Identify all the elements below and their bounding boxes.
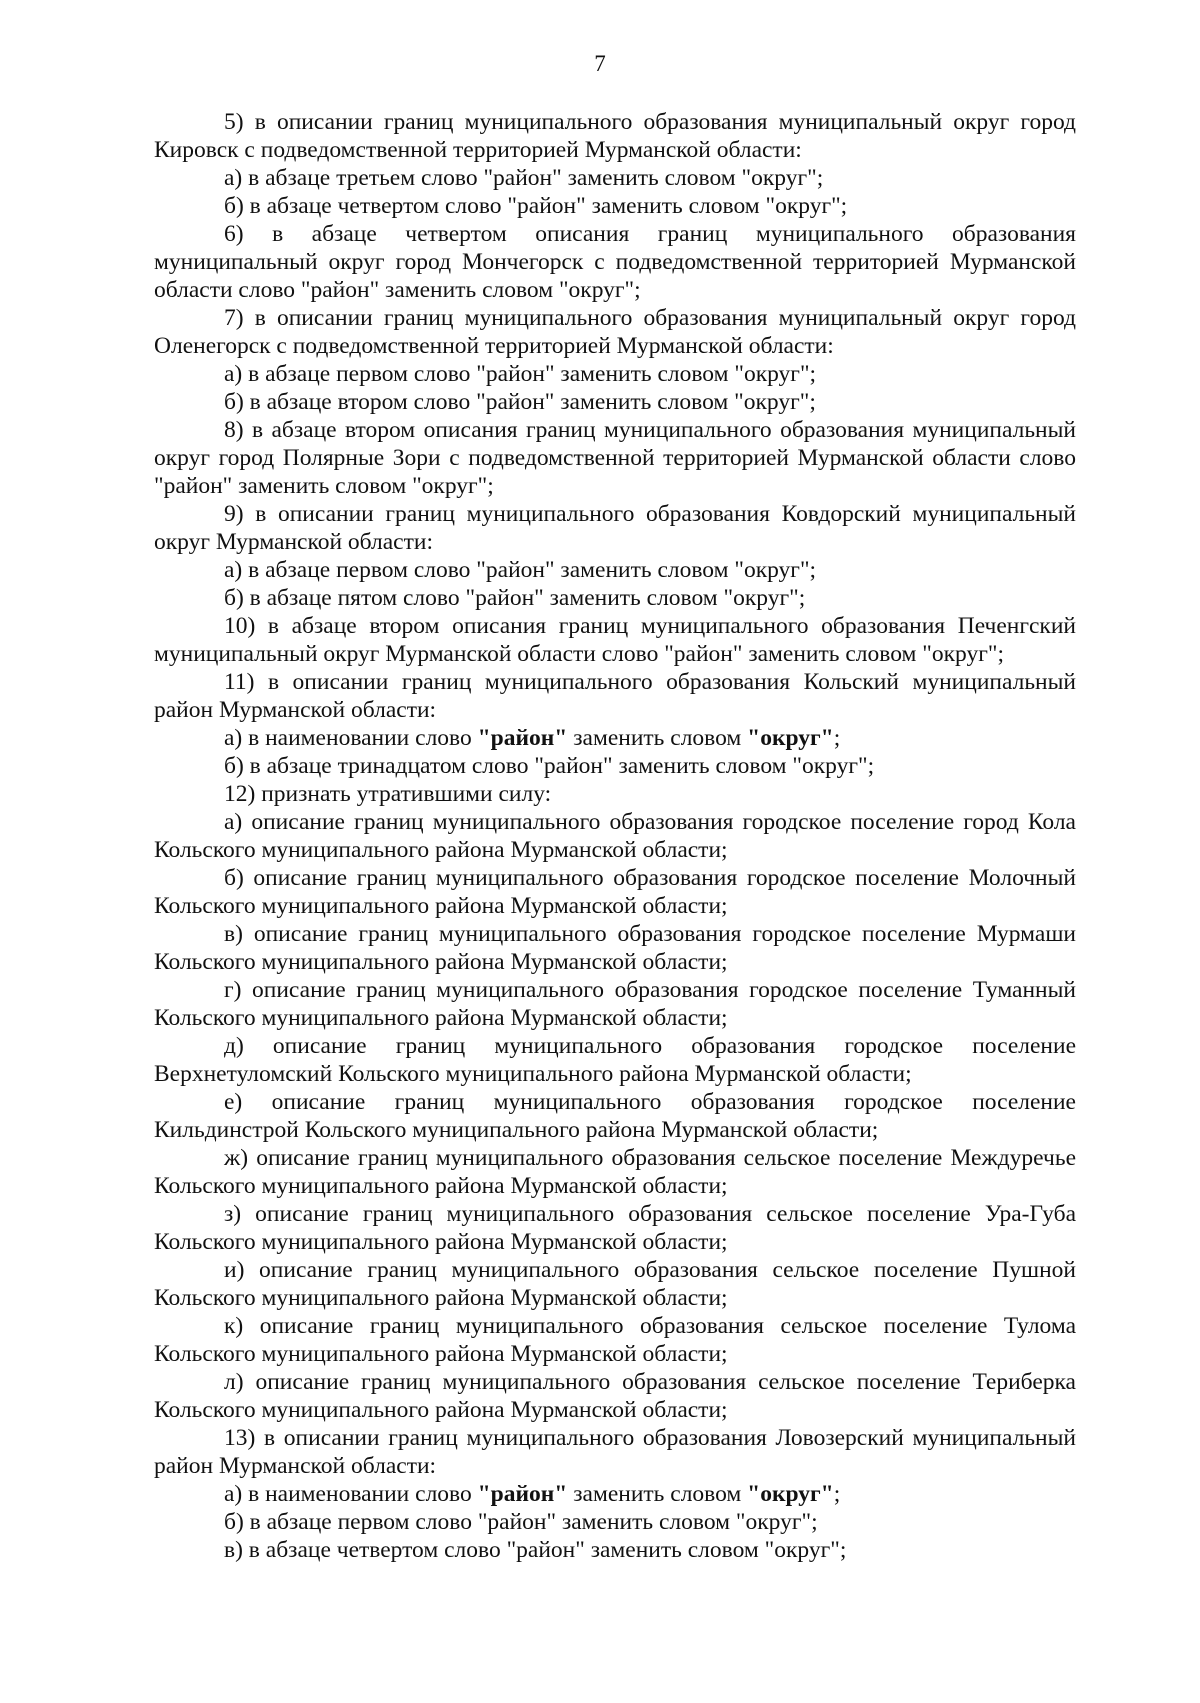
paragraph: 7) в описании границ муниципального образования муниципальный округ город Оленегорск с подведомственной территорией Мурманской области: bbox=[154, 305, 1076, 359]
text-segment: а) в наименовании слово bbox=[224, 1481, 478, 1507]
paragraph: б) в абзаце втором слово "район" заменить словом "округ"; bbox=[224, 389, 816, 415]
document-body bbox=[154, 108, 1076, 1564]
paragraph: 12) признать утратившими силу: bbox=[224, 781, 552, 807]
paragraph: в) описание границ муниципального образования городское поселение Мурмаши Кольского муниципального района Мурманской области; bbox=[154, 921, 1076, 975]
paragraph: б) в абзаце первом слово "район" заменить словом "округ"; bbox=[224, 1509, 818, 1535]
page-number: 7 bbox=[594, 51, 606, 76]
paragraph: б) описание границ муниципального образования городское поселение Молочный Кольского муниципального района Мурманской области; bbox=[154, 865, 1076, 919]
paragraph: б) в абзаце пятом слово "район" заменить словом "округ"; bbox=[224, 585, 806, 611]
paragraph: а) описание границ муниципального образования городское поселение город Кола Кольского муниципального района Мурманской области; bbox=[154, 809, 1076, 863]
paragraph: а) в абзаце первом слово "район" заменить словом "округ"; bbox=[224, 557, 817, 583]
text-segment: заменить словом bbox=[567, 1481, 748, 1507]
paragraph: 5) в описании границ муниципального образования муниципальный округ город Кировск с подведомственной территорией Мурманской области: bbox=[154, 109, 1076, 163]
paragraph: ж) описание границ муниципального образования сельское поселение Междуречье Кольского муниципального района Мурманской области; bbox=[154, 1145, 1076, 1199]
paragraph: 13) в описании границ муниципального образования Ловозерский муниципальный район Мурманской области: bbox=[154, 1425, 1076, 1479]
paragraph: з) описание границ муниципального образования сельское поселение Ура-Губа Кольского муниципального района Мурманской области; bbox=[154, 1201, 1076, 1255]
paragraph: л) описание границ муниципального образования сельское поселение Териберка Кольского муниципального района Мурманской области; bbox=[154, 1369, 1076, 1423]
text-segment: заменить словом bbox=[567, 725, 748, 751]
paragraph: б) в абзаце тринадцатом слово "район" заменить словом "округ"; bbox=[224, 753, 875, 779]
paragraph: и) описание границ муниципального образования сельское поселение Пушной Кольского муниципального района Мурманской области; bbox=[154, 1257, 1076, 1311]
paragraph: к) описание границ муниципального образования сельское поселение Тулома Кольского муниципального района Мурманской области; bbox=[154, 1313, 1076, 1367]
text-segment: ; bbox=[833, 725, 841, 751]
paragraph bbox=[154, 1480, 1076, 1508]
paragraph: 9) в описании границ муниципального образования Ковдорский муниципальный округ Мурманской области: bbox=[154, 501, 1076, 555]
bold-term: "округ" bbox=[747, 725, 834, 751]
paragraph: д) описание границ муниципального образования городское поселение Верхнетуломский Кольского муниципального района Мурманской области; bbox=[154, 1033, 1076, 1087]
bold-term: "район" bbox=[477, 725, 568, 751]
paragraph: 8) в абзаце втором описания границ муниципального образования муниципальный округ город Полярные Зори с подведомственной территорией Мурманской области слово "район" заменить словом "округ"; bbox=[154, 417, 1076, 499]
paragraph: е) описание границ муниципального образования городское поселение Кильдинстрой Кольского муниципального района Мурманской области; bbox=[154, 1089, 1076, 1143]
paragraph: 10) в абзаце втором описания границ муниципального образования Печенгский муниципальный округ Мурманской области слово "район" заменить словом "округ"; bbox=[154, 613, 1076, 667]
paragraph: а) в абзаце третьем слово "район" заменить словом "округ"; bbox=[224, 165, 824, 191]
paragraph: б) в абзаце четвертом слово "район" заменить словом "округ"; bbox=[224, 193, 848, 219]
paragraph: г) описание границ муниципального образования городское поселение Туманный Кольского муниципального района Мурманской области; bbox=[154, 977, 1076, 1031]
text-segment: ; bbox=[833, 1481, 841, 1507]
paragraph: 6) в абзаце четвертом описания границ муниципального образования муниципальный округ город Мончегорск с подведомственной территорией Мурманской области слово "район" заменить словом "округ"; bbox=[154, 221, 1076, 303]
bold-term: "район" bbox=[477, 1481, 568, 1507]
paragraph: 11) в описании границ муниципального образования Кольский муниципальный район Мурманской области: bbox=[154, 669, 1076, 723]
bold-term: "округ" bbox=[747, 1481, 834, 1507]
paragraph: в) в абзаце четвертом слово "район" заменить словом "округ"; bbox=[224, 1537, 847, 1563]
paragraph: а) в абзаце первом слово "район" заменить словом "округ"; bbox=[224, 361, 817, 387]
text-segment: а) в наименовании слово bbox=[224, 725, 478, 751]
paragraph bbox=[154, 724, 1076, 752]
